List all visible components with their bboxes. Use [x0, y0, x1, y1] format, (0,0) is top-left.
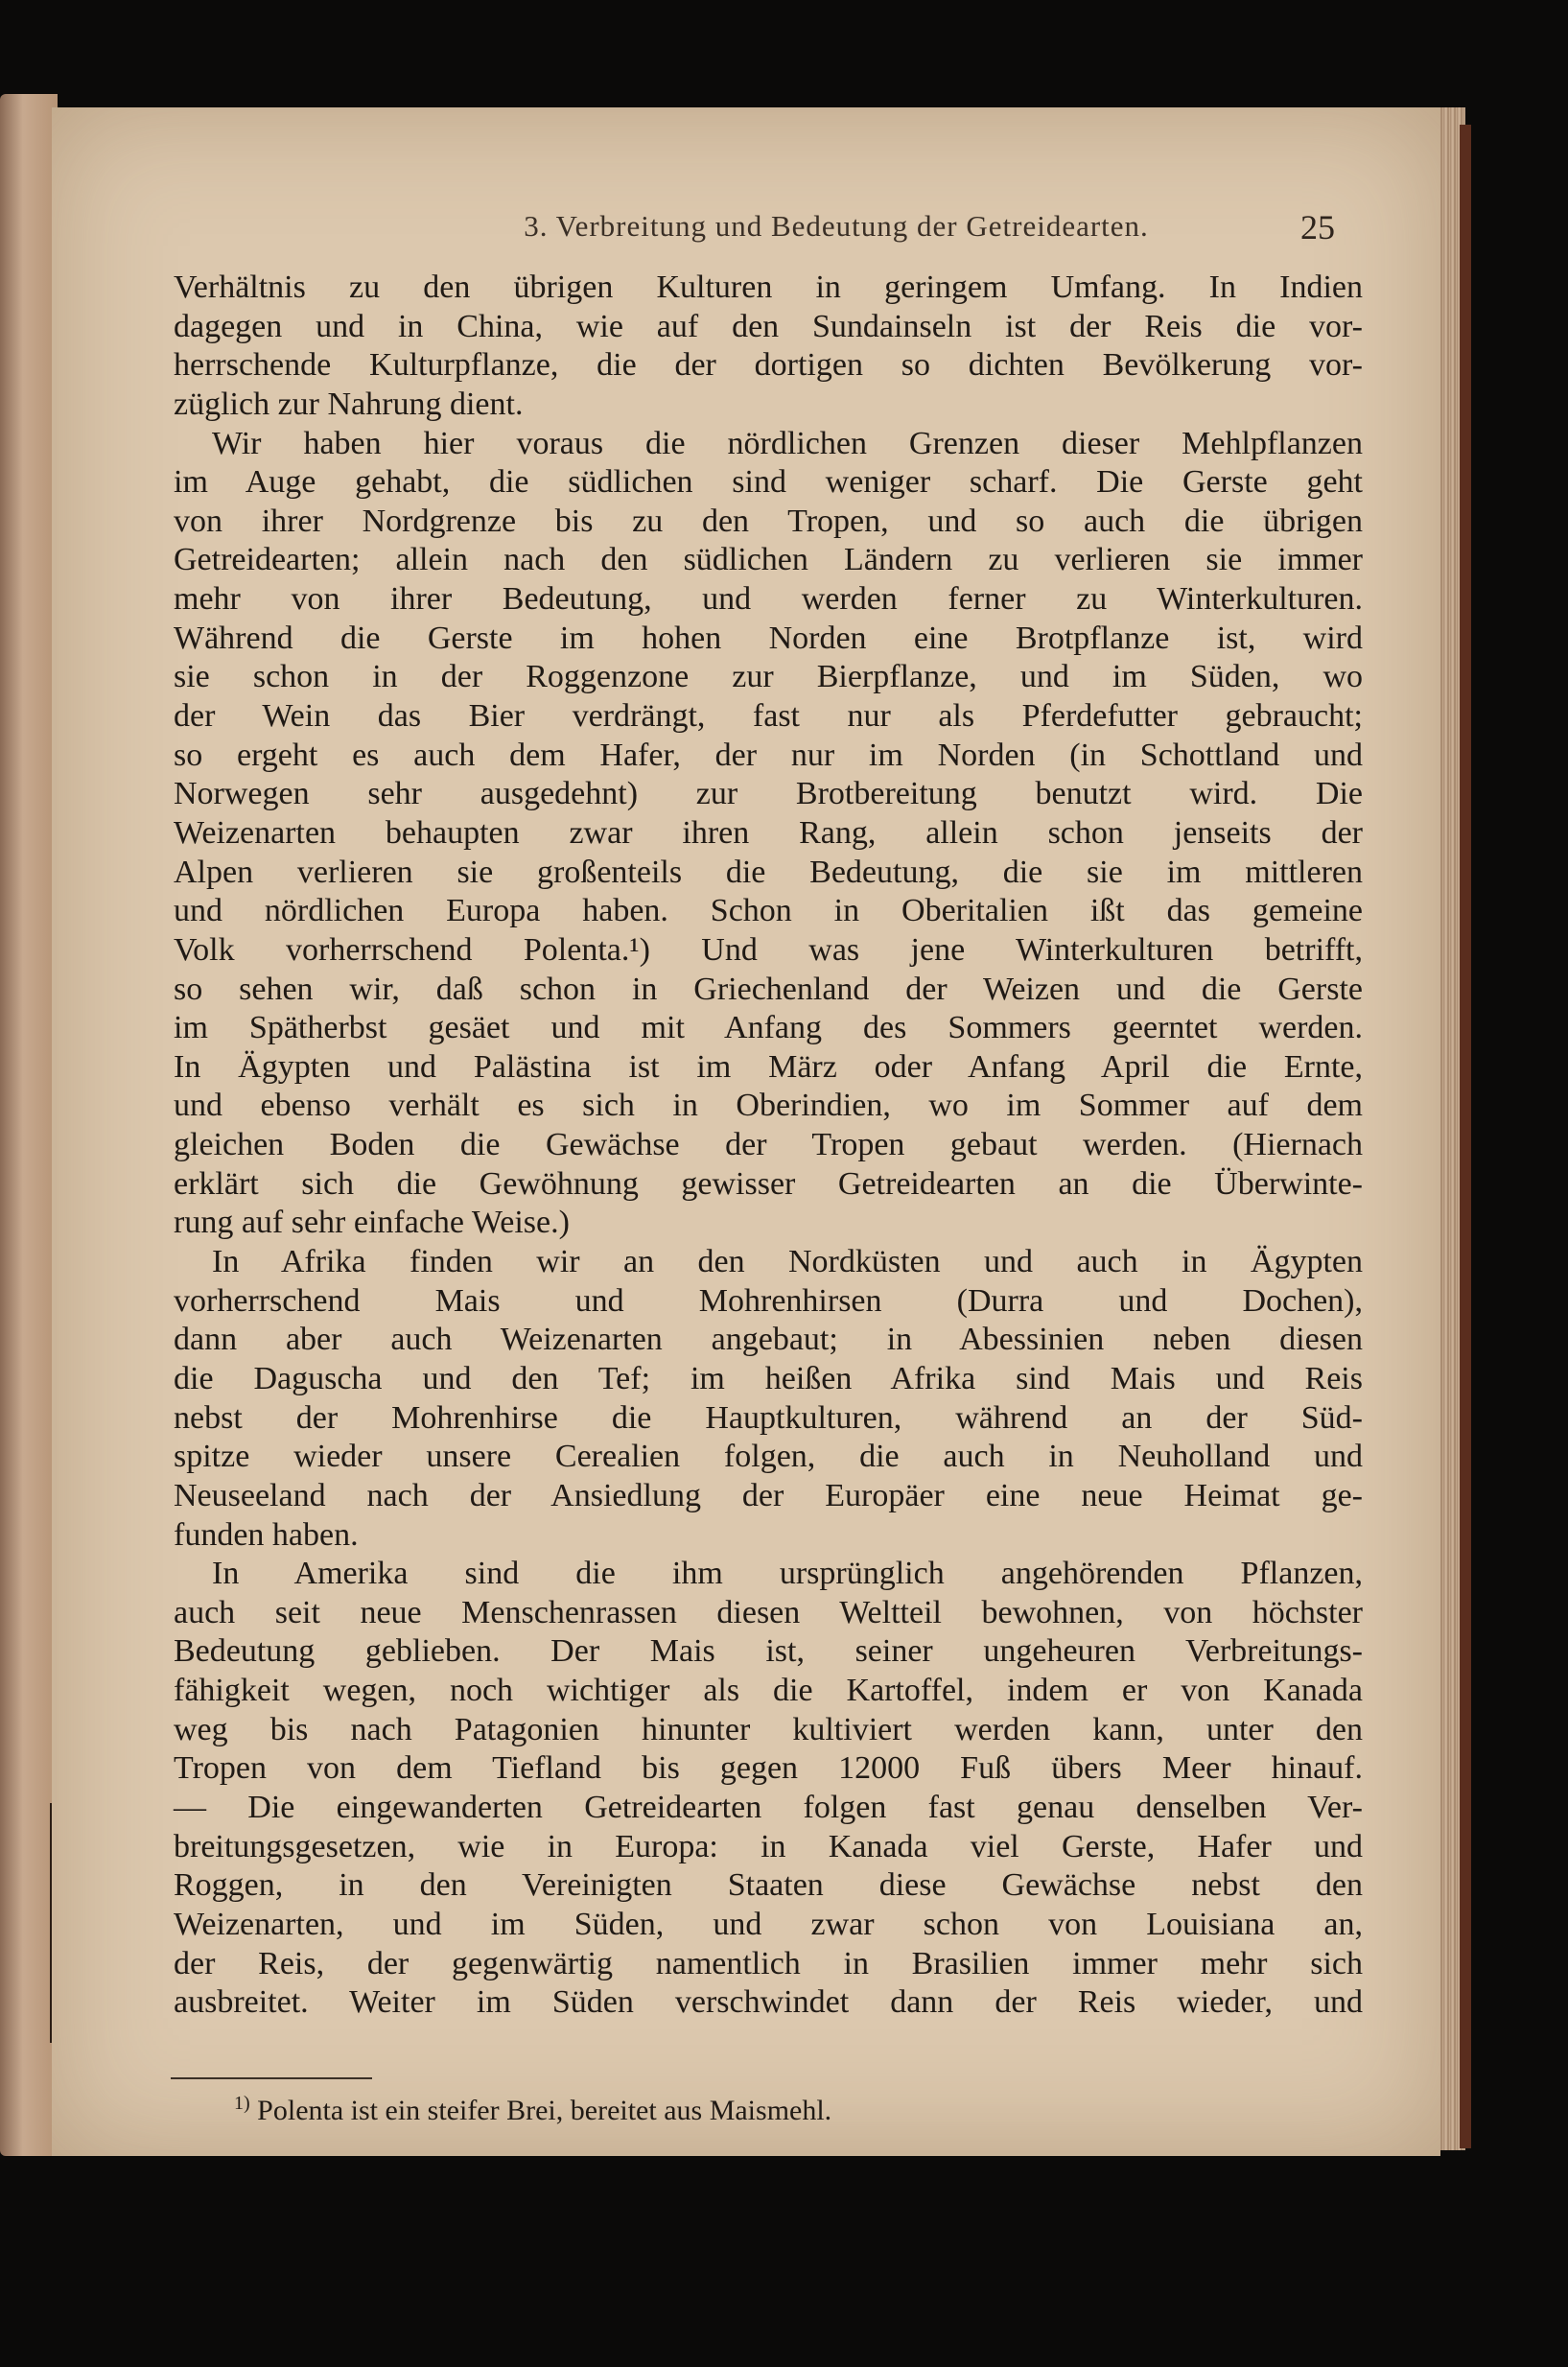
text-line: weg bis nach Patagonien hinunter kultiviert werden kann, unter den — [174, 1711, 1363, 1747]
footnote-text: Polenta ist ein steifer Brei, bereitet aus Maismehl. — [257, 2095, 832, 2126]
text-line: funden haben. — [174, 1516, 359, 1553]
text-line: In Ägypten und Palästina ist im März oder Anfang April die Ernte, — [174, 1048, 1363, 1085]
text-line: fähigkeit wegen, noch wichtiger als die Kartoffel, indem er von Kanada — [174, 1673, 1363, 1709]
page-number: 25 — [1300, 208, 1335, 246]
text-line: Roggen, in den Vereinigten Staaten diese Gewächse nebst den — [174, 1867, 1363, 1904]
text-line: Während die Gerste im hohen Norden eine Brotpflanze ist, wird — [174, 620, 1363, 656]
text-line: sie schon in der Roggenzone zur Bierpflanze, und im Süden, wo — [174, 659, 1363, 695]
text-line: im Spätherbst gesäet und mit Anfang des Sommers geerntet werden. — [174, 1010, 1363, 1046]
text-line: erklärt sich die Gewöhnung gewisser Getreidearten an die Überwinte- — [174, 1165, 1363, 1202]
text-line: züglich zur Nahrung dient. — [174, 386, 524, 422]
text-line: Wir haben hier voraus die nördlichen Grenzen dieser Mehlpflanzen — [212, 425, 1363, 461]
text-line: Alpen verlieren sie großenteils die Bedeutung, die sie im mittleren — [174, 854, 1363, 890]
text-line: In Amerika sind die ihm ursprünglich angehörenden Pflanzen, — [212, 1556, 1363, 1592]
text-line: herrschende Kulturpflanze, die der dortigen so dichten Bevölkerung vor- — [174, 347, 1363, 384]
text-line: der Reis, der gegenwärtig namentlich in Brasilien immer mehr sich — [174, 1945, 1363, 1981]
text-line: so sehen wir, daß schon in Griechenland der Weizen und die Gerste — [174, 971, 1363, 1007]
text-line: von ihrer Nordgrenze bis zu den Tropen, und so auch die übrigen — [174, 503, 1363, 539]
text-line: gleichen Boden die Gewächse der Tropen gebaut werden. (Hiernach — [174, 1127, 1363, 1163]
text-line: — Die eingewanderten Getreidearten folgen fast genau denselben Ver- — [174, 1789, 1363, 1825]
text-line: Volk vorherrschend Polenta.¹) Und was jene Winterkulturen betrifft, — [174, 931, 1363, 968]
text-line: und nördlichen Europa haben. Schon in Oberitalien ißt das gemeine — [174, 893, 1363, 929]
text-line: spitze wieder unsere Cerealien folgen, die auch in Neuholland und — [174, 1439, 1363, 1475]
text-line: die Daguscha und den Tef; im heißen Afrika sind Mais und Reis — [174, 1360, 1363, 1396]
text-line: Neuseeland nach der Ansiedlung der Europäer eine neue Heimat ge- — [174, 1477, 1363, 1513]
text-line: Weizenarten behaupten zwar ihren Rang, allein schon jenseits der — [174, 814, 1363, 851]
running-head: 3. Verbreitung und Bedeutung der Getreidearten. — [524, 209, 1149, 243]
text-line: Tropen von dem Tiefland bis gegen 12000 Fuß übers Meer hinauf. — [174, 1750, 1363, 1787]
text-line: auch seit neue Menschenrassen diesen Weltteil bewohnen, von höchster — [174, 1594, 1363, 1630]
book-page — [52, 107, 1440, 2156]
text-line: vorherrschend Mais und Mohrenhirsen (Durra und Dochen), — [174, 1282, 1363, 1319]
text-line: ausbreitet. Weiter im Süden verschwindet dann der Reis wieder, und — [174, 1984, 1363, 2021]
text-line: dagegen und in China, wie auf den Sundainseln ist der Reis die vor- — [174, 308, 1363, 344]
text-line: nebst der Mohrenhirse die Hauptkulturen, während an der Süd- — [174, 1399, 1363, 1436]
text-line: breitungsgesetzen, wie in Europa: in Kanada viel Gerste, Hafer und — [174, 1828, 1363, 1864]
text-line: der Wein das Bier verdrängt, fast nur als Pferdefutter gebraucht; — [174, 698, 1363, 735]
text-line: mehr von ihrer Bedeutung, und werden ferner zu Winterkulturen. — [174, 581, 1363, 618]
text-line: so ergeht es auch dem Hafer, der nur im Norden (in Schottland und — [174, 737, 1363, 773]
text-line: Getreidearten; allein nach den südlichen Ländern zu verlieren sie immer — [174, 542, 1363, 578]
footnote — [234, 2093, 1193, 2127]
text-line: im Auge gehabt, die südlichen sind weniger scharf. Die Gerste geht — [174, 464, 1363, 501]
text-line: rung auf sehr einfache Weise.) — [174, 1205, 570, 1241]
left-page-edge — [0, 94, 58, 2156]
text-line: In Afrika finden wir an den Nordküsten und auch in Ägypten — [212, 1244, 1363, 1280]
text-line: dann aber auch Weizenarten angebaut; in Abessinien neben diesen — [174, 1322, 1363, 1358]
text-line: Norwegen sehr ausgedehnt) zur Brotbereitung benutzt wird. Die — [174, 776, 1363, 812]
text-line: Weizenarten, und im Süden, und zwar schon von Louisiana an, — [174, 1906, 1363, 1942]
book-cover-edge — [1460, 125, 1471, 2148]
text-line: Bedeutung geblieben. Der Mais ist, seiner ungeheuren Verbreitungs- — [174, 1633, 1363, 1670]
footnote-marker: 1) — [234, 2093, 250, 2114]
text-line: Verhältnis zu den übrigen Kulturen in geringem Umfang. In Indien — [174, 270, 1363, 305]
page-header — [222, 203, 1335, 267]
text-line: und ebenso verhält es sich in Oberindien, wo im Sommer auf dem — [174, 1088, 1363, 1124]
footnote-divider — [171, 2077, 372, 2079]
body-text — [174, 269, 1363, 2023]
